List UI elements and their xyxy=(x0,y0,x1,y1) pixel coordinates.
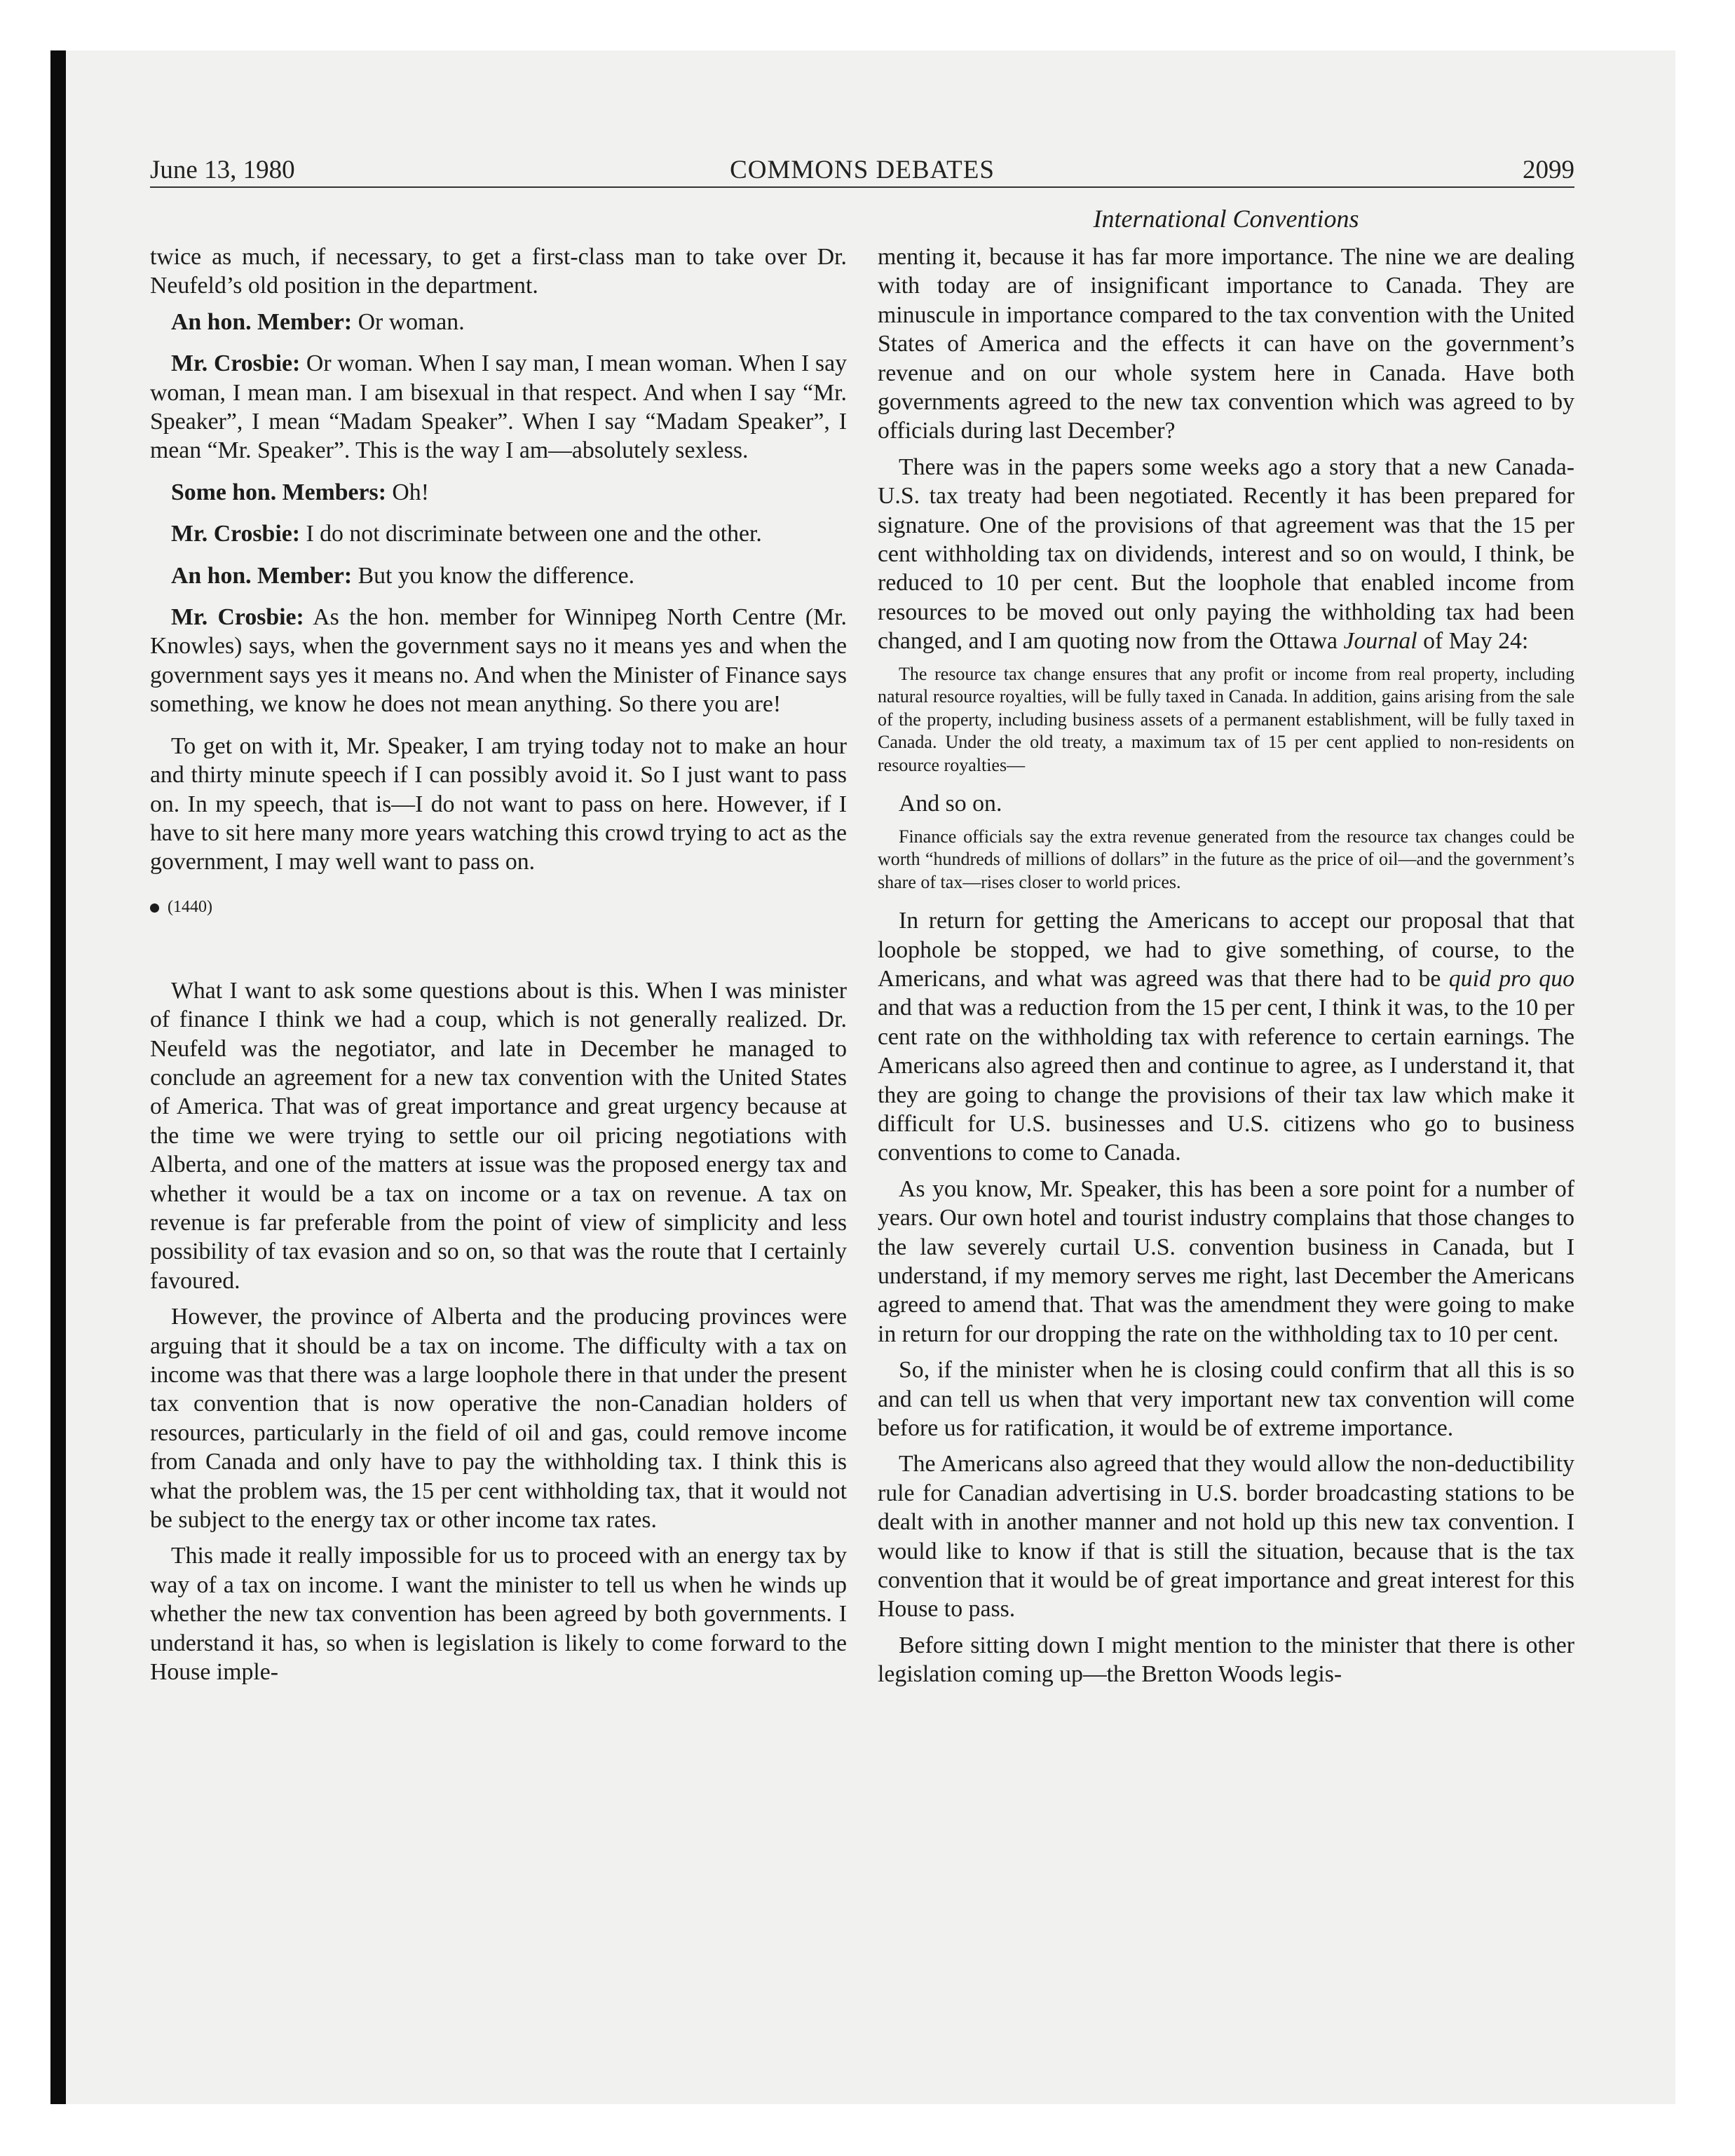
speech xyxy=(150,603,847,719)
paragraph: What I want to ask some questions about is this. When I was minister of finance I think we had a coup, which is not generally realized. Dr. Neufeld was the negotiator, and late in December he managed to conclude an agreement for a new tax convention with the United States of America. That was of great importance and great urgency because at the time we were trying to settle our oil pricing negotiations with Alberta, and one of the matters at issue was the proposed energy tax and whether it would be a tax on income or a tax on revenue. A tax on revenue is far preferable from the point of view of simplicity and less possibility of tax evasion and so on, so that was the route that I certainly favoured. xyxy=(150,977,847,1294)
speech-text: Or woman. When I say man, I mean woman. When I say woman, I mean man. I am bisexual in that respect. And when I say “Mr. Speaker”, I mean “Madam Speaker”. When I say “Madam Speaker”, I mean “Mr. Speaker”. This is the way I am—absolutely sexless. xyxy=(150,350,847,464)
block-quote: Finance officials say the extra revenue generated from the resource tax changes could be worth “hundreds of millions of dollars” in the future as the price of oil—and the government’s share of tax—rises closer to world prices. xyxy=(878,826,1574,892)
speech-text: I do not discriminate between one and the other. xyxy=(300,521,762,547)
paragraph-text: of May 24: xyxy=(1417,628,1529,655)
header-rule xyxy=(150,186,1574,188)
header-title: COMMONS DEBATES xyxy=(730,156,995,184)
latin-phrase: quid pro quo xyxy=(1448,965,1574,992)
right-column xyxy=(878,243,1574,1696)
header-date: June 13, 1980 xyxy=(150,156,295,184)
section-title: International Conventions xyxy=(1093,205,1359,233)
speech xyxy=(150,349,847,465)
paragraph-text: In return for getting the Americans to accept our proposal that that loophole be stopped, we had to give something, of course, to the Americans, and what was agreed was that there had to be xyxy=(878,908,1574,992)
paragraph: To get on with it, Mr. Speaker, I am trying today not to make an hour and thirty minute speech if I can possibly avoid it. So I just want to pass on. In my speech, that is—I do not want to pass on here. However, if I have to sit here many more years watching this crowd trying to act as the government, I may well want to pass on. xyxy=(150,732,847,875)
page-header xyxy=(150,153,1574,188)
header-page-number: 2099 xyxy=(1523,156,1574,184)
scan-edge xyxy=(50,50,66,2104)
journal-title: Journal xyxy=(1343,628,1417,655)
speech xyxy=(150,478,847,507)
left-column xyxy=(150,243,847,1693)
speech-text: But you know the difference. xyxy=(352,562,635,589)
paragraph: And so on. xyxy=(899,791,1002,817)
paragraph: twice as much, if necessary, to get a first-class man to take over Dr. Neufeld’s old position in the department. xyxy=(150,244,847,299)
time-marker-text: (1440) xyxy=(168,897,212,916)
speech xyxy=(150,308,847,336)
speaker-name: Mr. Crosbie: xyxy=(171,604,304,631)
speech xyxy=(150,561,847,590)
paragraph: This made it really impossible for us to proceed with an energy tax by way of a tax on income. I want the minister to tell us when he winds up whether the new tax convention has been agreed by both governments. I understand it has, so when is legislation is likely to come forward to the House imple- xyxy=(150,1543,847,1686)
speaker-name: An hon. Member: xyxy=(171,308,353,335)
paragraph: Before sitting down I might mention to the minister that there is other legislation coming up—the Bretton Woods legis- xyxy=(878,1632,1574,1688)
paragraph-text: There was in the papers some weeks ago a story that a new Canada-U.S. tax treaty had been negotiated. Recently it has been prepared for signature. One of the provisions of that agreement was that the 15 per cent withholding tax on dividends, interest and so on would, I think, be reduced to 10 per cent. But the loophole that enabled income from resources to be moved out only paying the withholding tax had been changed, and I am quoting now from the Ottawa xyxy=(878,453,1574,655)
paragraph: menting it, because it has far more importance. The nine we are dealing with today are of insignificant importance to Canada. They are minuscule in importance compared to the tax convention with the United States of America and the effects it can have on the government’s revenue and on our whole system here in Canada. Have both governments agreed to the new tax convention which was agreed to by officials during last December? xyxy=(878,244,1574,444)
speech-text: Or woman. xyxy=(352,308,465,335)
bullet-icon xyxy=(150,903,159,913)
speaker-name: Mr. Crosbie: xyxy=(171,521,300,547)
paragraph: However, the province of Alberta and the producing provinces were arguing that it should be a tax on income. The difficulty with a tax on income was that there was a large loophole there in that under the present tax convention that is now operative the non-Canadian holders of resources, particularly in the field of oil and gas, could remove income from Canada and only have to pay the withholding tax. I think this is what the problem was, the 15 per cent withholding tax, that it would not be subject to the energy tax or other income tax rates. xyxy=(150,1304,847,1534)
time-marker xyxy=(150,896,847,917)
speech-text: As the hon. member for Winnipeg North Centre (Mr. Knowles) says, when the government says no it means yes and when the government says yes it means no. And when the Minister of Finance says something, we know he does not mean anything. So there you are! xyxy=(150,604,847,718)
speech-text: Oh! xyxy=(386,479,429,505)
speaker-name: An hon. Member: xyxy=(171,562,353,589)
paragraph xyxy=(878,906,1574,1168)
speech xyxy=(150,519,847,548)
paragraph: So, if the minister when he is closing could confirm that all this is so and can tell us when that very important new tax convention will come before us for ratification, it would be of extreme importance. xyxy=(878,1357,1574,1441)
paragraph: As you know, Mr. Speaker, this has been a sore point for a number of years. Our own hotel and tourist industry complains that those changes to the law severely curtail U.S. convention business in Canada, but I understand, if my memory serves me right, last December the Americans agreed to amend that. That was the amendment they were going to make in return for our dropping the rate on the withholding tax to 10 per cent. xyxy=(878,1175,1574,1347)
paragraph xyxy=(878,453,1574,656)
speaker-name: Mr. Crosbie: xyxy=(171,350,301,377)
speaker-name: Some hon. Members: xyxy=(171,479,386,505)
paragraph: The Americans also agreed that they would allow the non-deductibility rule for Canadian advertising in U.S. border broadcasting stations to be dealt with in another manner and not hold up this new tax convention. I would like to know if that is still the situation, because that is the tax convention that it would be of great importance and great interest for this House to pass. xyxy=(878,1451,1574,1623)
block-quote: The resource tax change ensures that any profit or income from real property, including natural resource royalties, will be fully taxed in Canada. In addition, gains arising from the sale of the property, including business assets of a permanent establishment, will be fully taxed in Canada. Under the old treaty, a maximum tax of 15 per cent applied to non-residents on resource royalties— xyxy=(878,663,1574,775)
paragraph-text: and that was a reduction from the 15 per cent, I think it was, to the 10 per cent rate on the withholding tax with reference to certain earnings. The Americans also agreed then and continue to agree, as I understand it, that they are going to change the provisions of their tax law which make it difficult for U.S. businesses and U.S. citizens who go to business conventions to come to Canada. xyxy=(878,995,1574,1166)
